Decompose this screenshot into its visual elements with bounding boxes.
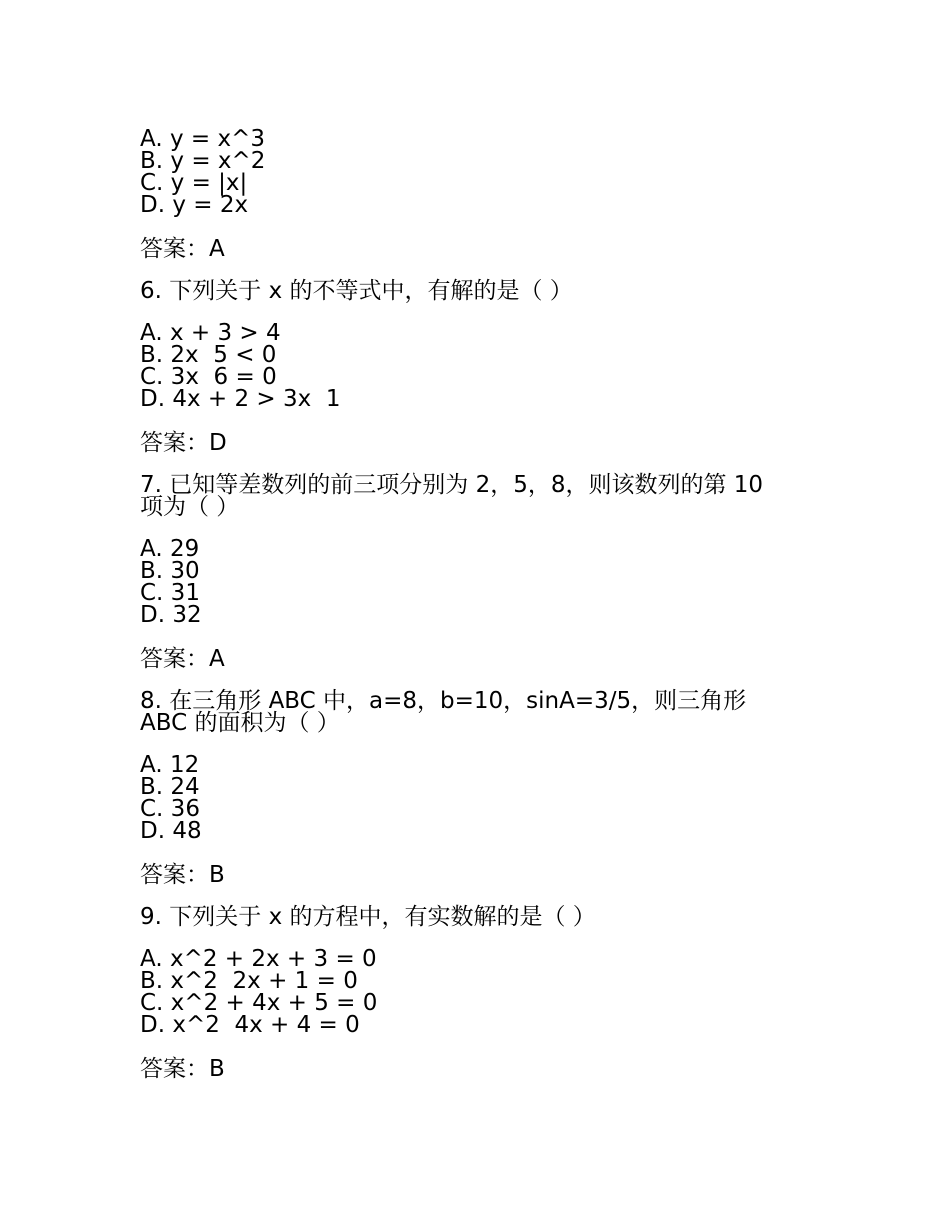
options-list xyxy=(140,754,820,842)
option-c: C. 31 xyxy=(140,580,200,606)
option-c: C. x^2 + 4x + 5 = 0 xyxy=(140,990,378,1016)
option-b: B. y = x^2 xyxy=(140,148,266,174)
option-d: D. y = 2x xyxy=(140,192,249,218)
question-text: 9. 下列关于 x 的方程中，有实数解的是（ ） xyxy=(140,904,596,930)
option-a: A. x^2 + 2x + 3 = 0 xyxy=(140,946,377,972)
question-block-8 xyxy=(140,690,820,888)
option-d: D. x^2 4x + 4 = 0 xyxy=(140,1012,360,1038)
question-block-7 xyxy=(140,474,820,672)
option-d: D. 4x + 2 > 3x 1 xyxy=(140,386,341,412)
option-a: A. x + 3 > 4 xyxy=(140,320,281,346)
options-list xyxy=(140,322,820,410)
question-block-5 xyxy=(140,128,820,262)
answer-line: 答案：B xyxy=(140,862,225,888)
question-text: 6. 下列关于 x 的不等式中，有解的是（ ） xyxy=(140,278,573,304)
question-text: 7. 已知等差数列的前三项分别为 2，5，8，则该数列的第 10 项为（ ） xyxy=(140,472,764,520)
option-b: B. 30 xyxy=(140,558,200,584)
option-a: A. y = x^3 xyxy=(140,126,265,152)
option-a: A. 29 xyxy=(140,536,200,562)
option-c: C. y = |x| xyxy=(140,170,248,196)
answer-line: 答案：B xyxy=(140,1056,225,1082)
option-d: D. 48 xyxy=(140,818,202,844)
options-list xyxy=(140,538,820,626)
option-c: C. 3x 6 = 0 xyxy=(140,364,277,390)
question-block-6 xyxy=(140,280,820,456)
option-c: C. 36 xyxy=(140,796,200,822)
answer-line: 答案：D xyxy=(140,430,227,456)
question-text: 8. 在三角形 ABC 中，a=8，b=10，sinA=3/5，则三角形 ABC 的面积为（ ） xyxy=(140,688,747,736)
options-list xyxy=(140,948,820,1036)
options-list xyxy=(140,128,820,216)
question-block-9 xyxy=(140,906,820,1082)
option-b: B. 24 xyxy=(140,774,200,800)
answer-line: 答案：A xyxy=(140,646,225,672)
answer-line: 答案：A xyxy=(140,236,225,262)
option-b: B. 2x 5 < 0 xyxy=(140,342,277,368)
option-d: D. 32 xyxy=(140,602,202,628)
option-a: A. 12 xyxy=(140,752,200,778)
document-page xyxy=(140,128,820,1082)
option-b: B. x^2 2x + 1 = 0 xyxy=(140,968,358,994)
